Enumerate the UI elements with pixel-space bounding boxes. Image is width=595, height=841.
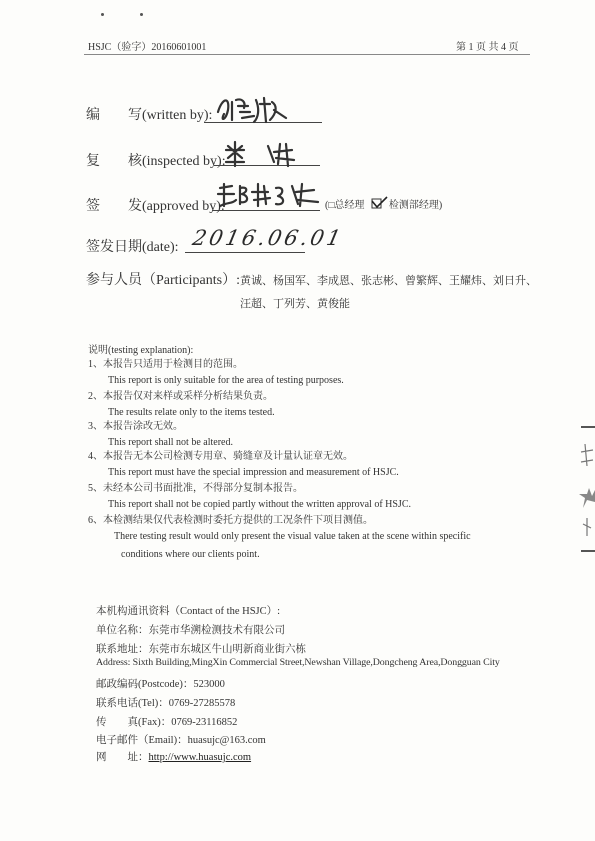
approved-by-row — [86, 195, 225, 215]
date-line — [185, 252, 305, 253]
edge-seal-stamp — [577, 426, 595, 554]
explanation-item-6-zh: 6、本检测结果仅代表检测时委托方提供的工况条件下项目测值。 — [88, 515, 373, 526]
written-by-row — [86, 104, 212, 124]
contact-web-link[interactable]: http://www.huasujc.com — [148, 752, 252, 763]
approved-by-signature — [214, 180, 324, 212]
checked-box-icon — [371, 196, 389, 210]
inspected-by-label: 复 核(inspected by): — [86, 154, 226, 169]
explanation-title: 说明(testing explanation): — [88, 345, 194, 356]
explanation-item-3-en: This report shall not be altered. — [108, 437, 233, 448]
scan-speck — [140, 13, 143, 16]
explanation-item-3-zh: 3、本报告涂改无效。 — [88, 421, 183, 432]
participants-row — [86, 269, 537, 289]
date-label: 签发日期(date): — [86, 240, 179, 255]
contact-tel: 联系电话(Tel)：0769-27285578 — [96, 698, 236, 709]
date-value: 2016.06.01 — [190, 226, 346, 250]
participants-row-2 — [240, 295, 350, 312]
written-by-label: 编 写(written by): — [86, 108, 213, 123]
contact-unit: 单位名称：东莞市华溯检测技术有限公司 — [96, 625, 285, 636]
explanation-item-5-zh: 5、未经本公司书面批准，不得部分复制本报告。 — [88, 483, 303, 494]
testing-dept-manager-option: 检测部经理) — [388, 200, 443, 211]
seal-fragment-icon — [577, 432, 595, 552]
explanation-item-6-en: There testing result would only present the visual value taken at the scene within specific — [114, 531, 471, 542]
contact-web-label: 网 址： — [96, 752, 149, 763]
testing-explanation — [88, 346, 558, 566]
header-rule — [84, 54, 530, 55]
contact-address-en: Address: Sixth Building,MingXin Commercial Street,Newshan Village,Dongcheng Area,Dongguan City — [96, 657, 500, 668]
explanation-item-2-en: The results relate only to the items tested. — [108, 407, 275, 418]
date-row — [86, 236, 179, 256]
contact-postcode: 邮政编码(Postcode)：523000 — [96, 679, 225, 690]
explanation-item-1-en: This report is only suitable for the area of testing purposes. — [108, 375, 344, 386]
scan-speck — [101, 13, 104, 16]
general-manager-option: (□总经理 — [325, 200, 365, 211]
approved-options — [325, 196, 442, 211]
explanation-item-4-en: This report must have the special impression and measurement of HSJC. — [108, 467, 399, 478]
contact-fax: 传 真(Fax)：0769-23116852 — [96, 717, 238, 728]
contact-address-zh: 联系地址：东莞市东城区牛山明新商业街六栋 — [96, 644, 306, 655]
explanation-item-4-zh: 4、本报告无本公司检测专用章、骑缝章及计量认证章无效。 — [88, 451, 353, 462]
explanation-item-6-en-cont: conditions where our clients point. — [121, 549, 260, 560]
explanation-item-5-en: This report shall not be copied partly without the written approval of HSJC. — [108, 499, 411, 510]
contact-title: 本机构通讯资料（Contact of the HSJC）: — [96, 606, 281, 617]
explanation-item-2-zh: 2、本报告仅对来样或采样分析结果负责。 — [88, 391, 273, 402]
written-by-signature — [214, 92, 294, 126]
participants-label: 参与人员（Participants）: — [86, 273, 240, 288]
inspected-by-row — [86, 150, 226, 170]
contact-web-row — [96, 749, 251, 764]
page-indicator: 第 1 页 共 4 页 — [456, 42, 519, 53]
explanation-item-1-zh: 1、本报告只适用于检测目的范围。 — [88, 359, 243, 370]
participants-names-line1: 黄诚、杨国军、李成恩、张志彬、曾繁辉、王耀炜、刘日升、 — [240, 275, 537, 287]
approved-by-label: 签 发(approved by): — [86, 199, 225, 214]
inspected-by-signature — [222, 140, 302, 168]
participants-names-line2: 汪超、丁列芳、黄俊能 — [240, 298, 350, 310]
contact-email: 电子邮件（Email)：huasujc@163.com — [96, 735, 266, 746]
document-code: HSJC（验字）20160601001 — [88, 42, 207, 53]
